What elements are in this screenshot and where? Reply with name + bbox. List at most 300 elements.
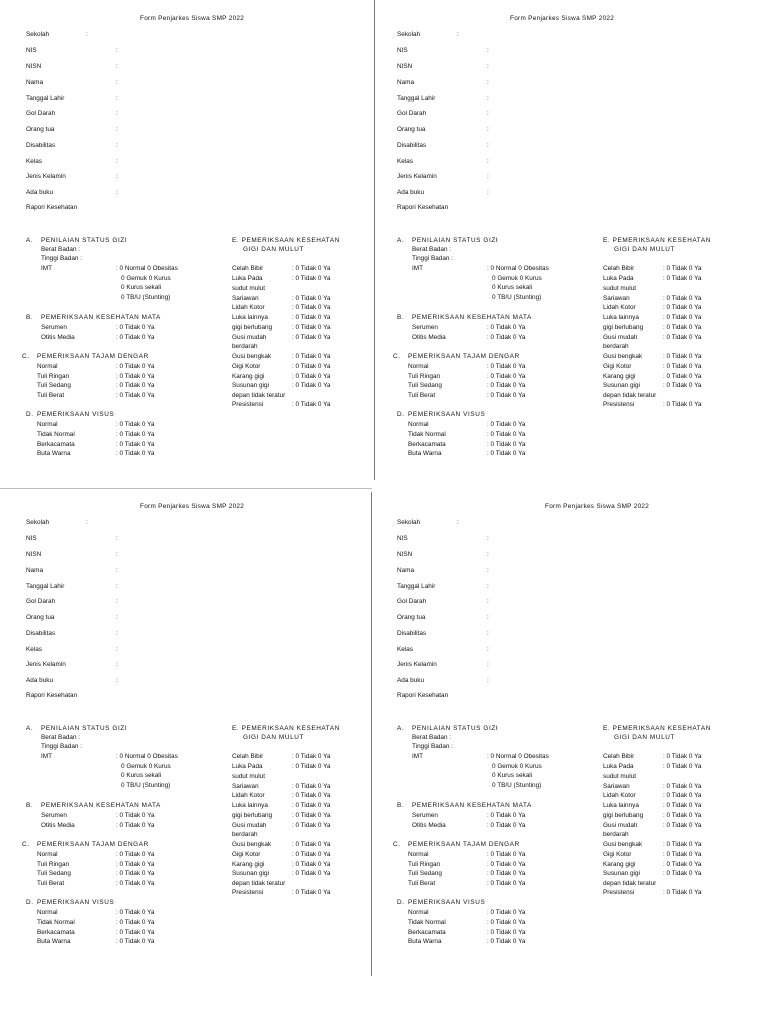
section-e-item-sudut-mulut: sudut mulut xyxy=(603,285,637,292)
label-rapor-kesehatan: Rapori Kesehatan xyxy=(26,692,78,699)
section-c-answer-normal: : 0 Tidak 0 Ya xyxy=(116,363,155,370)
section-d-item-tidak-normal: Tidak Normal xyxy=(408,919,446,926)
label-rapor-kesehatan: Rapori Kesehatan xyxy=(26,204,78,211)
section-e-answer-luka-lainnya: : 0 Tidak 0 Ya xyxy=(663,314,702,321)
section-c-letter: C. xyxy=(393,353,401,360)
section-c-answer-tuli-sedang: : 0 Tidak 0 Ya xyxy=(116,870,155,877)
label-sekolah: Sekolah xyxy=(26,31,50,38)
section-e-answer-gigi-berlubang: : 0 Tidak 0 Ya xyxy=(663,324,702,331)
section-d-answer-normal: : 0 Tidak 0 Ya xyxy=(487,909,526,916)
section-b-item-serumen: Serumen xyxy=(41,812,67,819)
section-c-answer-tuli-sedang: : 0 Tidak 0 Ya xyxy=(487,382,526,389)
section-e-answer-presistensi: : 0 Tidak 0 Ya xyxy=(292,401,331,408)
section-e-answer-celah-bibir: : 0 Tidak 0 Ya xyxy=(663,265,702,272)
section-b-item-otitis-media: Otitis Media xyxy=(41,822,75,829)
colon-ada-buku: : xyxy=(487,677,489,684)
colon-kelas: : xyxy=(487,646,489,653)
section-e-answer-luka-lainnya: : 0 Tidak 0 Ya xyxy=(663,802,702,809)
section-e-item-luka-pada: Luka Pada xyxy=(232,763,263,770)
label-nama: Nama xyxy=(397,79,415,86)
label-sekolah: Sekolah xyxy=(397,31,421,38)
section-a-tinggi-badan: Tinggi Badan : xyxy=(412,255,453,262)
section-e-item-luka-pada: Luka Pada xyxy=(603,275,634,282)
section-e-answer-susunan-gigi: : 0 Tidak 0 Ya xyxy=(663,382,702,389)
section-d-letter: D. xyxy=(26,899,34,906)
section-d-letter: D. xyxy=(397,899,405,906)
section-e-item-gigi-berlubang: gigi berlubang xyxy=(232,812,273,819)
section-a-imt-option-2: 0 Gemuk 0 Kurus xyxy=(121,275,171,282)
section-e-answer-gigi-berlubang: : 0 Tidak 0 Ya xyxy=(663,812,702,819)
section-c-item-tuli-berat: Tuli Berat xyxy=(37,880,65,887)
colon-disabilitas: : xyxy=(487,630,489,637)
section-d-item-tidak-normal: Tidak Normal xyxy=(37,919,75,926)
section-e-answer-gusi-bengkak: : 0 Tidak 0 Ya xyxy=(663,353,702,360)
section-b-item-serumen: Serumen xyxy=(412,812,438,819)
section-a-imt-option-2: 0 Gemuk 0 Kurus xyxy=(492,275,542,282)
colon-sekolah: : xyxy=(457,519,459,526)
section-e-item-karang-gigi: Karang gigi xyxy=(232,373,265,380)
section-e-item-celah-bibir: Celah Bibir xyxy=(232,753,264,760)
label-nis: NIS xyxy=(397,47,408,54)
section-e-item-presistensi: Presistensi xyxy=(232,401,264,408)
section-e-item-lidah-kotor: Lidah Kotor xyxy=(603,304,636,311)
section-a-imt-option-1: : 0 Normal 0 Obesitas xyxy=(116,265,178,272)
section-e-answer-sariawan: : 0 Tidak 0 Ya xyxy=(663,295,702,302)
section-e-subtitle: GIGI DAN MULUT xyxy=(614,246,675,253)
section-d-answer-tidak-normal: : 0 Tidak 0 Ya xyxy=(487,431,526,438)
section-c-item-tuli-berat: Tuli Berat xyxy=(37,392,65,399)
section-a-imt-option-4: 0 TB/U (Stunting) xyxy=(121,782,171,789)
section-b-answer-serumen: : 0 Tidak 0 Ya xyxy=(487,812,526,819)
section-d-item-tidak-normal: Tidak Normal xyxy=(37,431,75,438)
section-e-title: E. PEMERIKSAAN KESEHATAN xyxy=(232,237,340,244)
section-c-answer-tuli-ringan: : 0 Tidak 0 Ya xyxy=(116,861,155,868)
section-e-answer-luka-lainnya: : 0 Tidak 0 Ya xyxy=(292,314,331,321)
label-gol-darah: Gol Darah xyxy=(397,110,427,117)
section-c-answer-normal: : 0 Tidak 0 Ya xyxy=(487,851,526,858)
section-a-imt-option-3: 0 Kurus sekali xyxy=(492,284,533,291)
section-e-answer-gusi-bengkak: : 0 Tidak 0 Ya xyxy=(663,841,702,848)
section-e-answer-gusi-bengkak: : 0 Tidak 0 Ya xyxy=(292,841,331,848)
section-c-item-tuli-sedang: Tuli Sedang xyxy=(408,382,442,389)
section-e-item-luka-lainnya: Luka lainnya xyxy=(603,314,639,321)
colon-kelas: : xyxy=(487,158,489,165)
colon-tanggal-lahir: : xyxy=(487,583,489,590)
section-e-item-gusi-mudah: Gusi mudah xyxy=(232,822,267,829)
section-e-item-gigi-kotor: Gigi Kotor xyxy=(232,851,261,858)
section-e-answer-karang-gigi: : 0 Tidak 0 Ya xyxy=(292,373,331,380)
label-kelas: Kelas xyxy=(26,158,42,165)
label-nis: NIS xyxy=(26,535,37,542)
section-e-answer-sariawan: : 0 Tidak 0 Ya xyxy=(292,783,331,790)
label-disabilitas: Disabilitas xyxy=(26,630,56,637)
section-e-item-gusi-bengkak: Gusi bengkak xyxy=(603,841,643,848)
section-e-answer-lidah-kotor: : 0 Tidak 0 Ya xyxy=(663,792,702,799)
section-b-item-otitis-media: Otitis Media xyxy=(41,334,75,341)
colon-ada-buku: : xyxy=(116,189,118,196)
section-a-imt-option-1: : 0 Normal 0 Obesitas xyxy=(487,265,549,272)
colon-ada-buku: : xyxy=(487,189,489,196)
section-d-item-buta-warna: Buta Warna xyxy=(408,938,442,945)
section-d-answer-normal: : 0 Tidak 0 Ya xyxy=(116,421,155,428)
section-e-item-gigi-berlubang: gigi berlubang xyxy=(603,324,644,331)
label-nama: Nama xyxy=(26,567,44,574)
section-b-item-otitis-media: Otitis Media xyxy=(412,822,446,829)
section-b-item-serumen: Serumen xyxy=(412,324,438,331)
section-d-item-buta-warna: Buta Warna xyxy=(408,450,442,457)
section-e-item-karang-gigi: Karang gigi xyxy=(603,861,636,868)
colon-kelas: : xyxy=(116,646,118,653)
section-c-title: PEMERIKSAAN TAJAM DENGAR xyxy=(37,841,149,848)
section-a-imt-option-2: 0 Gemuk 0 Kurus xyxy=(121,763,171,770)
section-e-item-sariawan: Sariawan xyxy=(232,783,259,790)
section-d-answer-buta-warna: : 0 Tidak 0 Ya xyxy=(487,938,526,945)
section-b-answer-otitis-media: : 0 Tidak 0 Ya xyxy=(487,334,526,341)
section-d-answer-tidak-normal: : 0 Tidak 0 Ya xyxy=(116,431,155,438)
section-e-title: E. PEMERIKSAAN KESEHATAN xyxy=(603,237,711,244)
section-c-title: PEMERIKSAAN TAJAM DENGAR xyxy=(408,841,520,848)
form-top-right xyxy=(371,0,751,490)
section-e-answer-gusi-mudah: : 0 Tidak 0 Ya xyxy=(292,334,331,341)
colon-nis: : xyxy=(487,535,489,542)
label-tanggal-lahir: Tanggal Lahir xyxy=(26,95,65,102)
section-e-answer-gigi-kotor: : 0 Tidak 0 Ya xyxy=(292,363,331,370)
section-e-item-lidah-kotor: Lidah Kotor xyxy=(232,304,265,311)
label-nama: Nama xyxy=(26,79,44,86)
label-sekolah: Sekolah xyxy=(26,519,50,526)
label-jenis-kelamin: Jenis Kelamin xyxy=(397,173,437,180)
colon-gol-darah: : xyxy=(487,110,489,117)
label-jenis-kelamin: Jenis Kelamin xyxy=(397,661,437,668)
section-e-answer-presistensi: : 0 Tidak 0 Ya xyxy=(292,889,331,896)
label-ada-buku: Ada buku xyxy=(26,677,54,684)
section-b-item-serumen: Serumen xyxy=(41,324,67,331)
section-e-answer-luka-pada: : 0 Tidak 0 Ya xyxy=(663,763,702,770)
section-e-item-depan-tidak-teratur: depan tidak teratur xyxy=(603,880,657,887)
colon-nis: : xyxy=(487,47,489,54)
section-d-item-berkacamata: Berkacamata xyxy=(37,441,75,448)
section-d-item-buta-warna: Buta Warna xyxy=(37,938,71,945)
label-nisn: NISN xyxy=(397,551,413,558)
section-e-title: E. PEMERIKSAAN KESEHATAN xyxy=(603,725,711,732)
section-e-item-susunan-gigi: Susunan gigi xyxy=(603,382,640,389)
section-e-item-lidah-kotor: Lidah Kotor xyxy=(603,792,636,799)
section-d-answer-normal: : 0 Tidak 0 Ya xyxy=(487,421,526,428)
section-a-berat-badan: Berat Badan : xyxy=(41,246,81,253)
colon-nama: : xyxy=(487,567,489,574)
section-c-item-tuli-berat: Tuli Berat xyxy=(408,392,436,399)
section-e-item-susunan-gigi: Susunan gigi xyxy=(232,382,269,389)
section-d-answer-normal: : 0 Tidak 0 Ya xyxy=(116,909,155,916)
form-top-left xyxy=(0,0,380,490)
section-e-item-presistensi: Presistensi xyxy=(232,889,264,896)
label-orang-tua: Orang tua xyxy=(397,614,426,621)
section-e-answer-karang-gigi: : 0 Tidak 0 Ya xyxy=(663,373,702,380)
section-e-item-gusi-mudah: Gusi mudah xyxy=(603,334,638,341)
section-d-letter: D. xyxy=(397,411,405,418)
section-b-letter: B. xyxy=(26,314,34,321)
section-d-item-buta-warna: Buta Warna xyxy=(37,450,71,457)
colon-orang-tua: : xyxy=(487,126,489,133)
section-e-item-berdarah: berdarah xyxy=(603,831,629,838)
label-rapor-kesehatan: Rapori Kesehatan xyxy=(397,204,449,211)
label-ada-buku: Ada buku xyxy=(397,189,425,196)
colon-gol-darah: : xyxy=(116,598,118,605)
label-gol-darah: Gol Darah xyxy=(26,110,56,117)
section-e-answer-celah-bibir: : 0 Tidak 0 Ya xyxy=(292,753,331,760)
section-c-item-normal: Normal xyxy=(408,851,429,858)
section-c-answer-normal: : 0 Tidak 0 Ya xyxy=(116,851,155,858)
section-b-title: PEMERIKSAAN KESEHATAN MATA xyxy=(41,314,161,321)
section-c-answer-tuli-berat: : 0 Tidak 0 Ya xyxy=(487,880,526,887)
label-disabilitas: Disabilitas xyxy=(397,142,427,149)
section-e-answer-gusi-mudah: : 0 Tidak 0 Ya xyxy=(663,334,702,341)
section-e-item-susunan-gigi: Susunan gigi xyxy=(603,870,640,877)
section-c-item-tuli-ringan: Tuli Ringan xyxy=(408,373,441,380)
section-e-item-luka-lainnya: Luka lainnya xyxy=(232,802,268,809)
section-a-imt-label: IMT xyxy=(41,753,53,760)
section-e-item-berdarah: berdarah xyxy=(232,831,258,838)
section-e-answer-sariawan: : 0 Tidak 0 Ya xyxy=(663,783,702,790)
label-jenis-kelamin: Jenis Kelamin xyxy=(26,173,66,180)
section-a-imt-option-1: : 0 Normal 0 Obesitas xyxy=(487,753,549,760)
colon-orang-tua: : xyxy=(116,126,118,133)
section-e-item-gusi-mudah: Gusi mudah xyxy=(232,334,267,341)
label-ada-buku: Ada buku xyxy=(397,677,425,684)
section-b-title: PEMERIKSAAN KESEHATAN MATA xyxy=(412,802,532,809)
section-e-item-berdarah: berdarah xyxy=(232,343,258,350)
section-c-title: PEMERIKSAAN TAJAM DENGAR xyxy=(37,353,149,360)
section-e-answer-gigi-kotor: : 0 Tidak 0 Ya xyxy=(663,363,702,370)
colon-sekolah: : xyxy=(86,31,88,38)
form-bottom-right xyxy=(371,488,751,978)
section-c-answer-tuli-ringan: : 0 Tidak 0 Ya xyxy=(487,861,526,868)
colon-tanggal-lahir: : xyxy=(487,95,489,102)
colon-jenis-kelamin: : xyxy=(487,661,489,668)
section-e-item-depan-tidak-teratur: depan tidak teratur xyxy=(603,392,657,399)
section-e-answer-presistensi: : 0 Tidak 0 Ya xyxy=(663,889,702,896)
colon-nama: : xyxy=(116,79,118,86)
section-d-title: PEMERIKSAAN VISUS xyxy=(37,411,115,418)
section-b-item-otitis-media: Otitis Media xyxy=(412,334,446,341)
section-d-item-normal: Normal xyxy=(37,421,58,428)
section-c-letter: C. xyxy=(22,353,30,360)
section-d-letter: D. xyxy=(26,411,34,418)
form-title: Form Penjarkes Siswa SMP 2022 xyxy=(545,503,650,510)
section-a-imt-option-3: 0 Kurus sekali xyxy=(492,772,533,779)
colon-nisn: : xyxy=(116,63,118,70)
section-c-item-normal: Normal xyxy=(37,363,58,370)
label-kelas: Kelas xyxy=(26,646,42,653)
colon-gol-darah: : xyxy=(487,598,489,605)
section-b-letter: B. xyxy=(26,802,34,809)
section-e-answer-gusi-mudah: : 0 Tidak 0 Ya xyxy=(663,822,702,829)
section-d-answer-buta-warna: : 0 Tidak 0 Ya xyxy=(116,450,155,457)
section-e-answer-lidah-kotor: : 0 Tidak 0 Ya xyxy=(663,304,702,311)
section-e-item-karang-gigi: Karang gigi xyxy=(603,373,636,380)
section-a-tinggi-badan: Tinggi Badan : xyxy=(412,743,453,750)
section-e-subtitle: GIGI DAN MULUT xyxy=(614,734,675,741)
section-c-answer-tuli-ringan: : 0 Tidak 0 Ya xyxy=(487,373,526,380)
section-e-answer-gigi-kotor: : 0 Tidak 0 Ya xyxy=(663,851,702,858)
label-nisn: NISN xyxy=(26,551,42,558)
section-e-item-depan-tidak-teratur: depan tidak teratur xyxy=(232,392,286,399)
section-c-item-tuli-sedang: Tuli Sedang xyxy=(37,382,71,389)
section-e-item-luka-pada: Luka Pada xyxy=(232,275,263,282)
section-e-item-berdarah: berdarah xyxy=(603,343,629,350)
section-e-answer-luka-pada: : 0 Tidak 0 Ya xyxy=(292,763,331,770)
section-a-title: PENILAIAN STATUS GIZI xyxy=(412,725,499,732)
section-e-item-celah-bibir: Celah Bibir xyxy=(232,265,264,272)
colon-jenis-kelamin: : xyxy=(116,173,118,180)
section-a-imt-option-4: 0 TB/U (Stunting) xyxy=(492,294,542,301)
section-a-berat-badan: Berat Badan : xyxy=(412,246,452,253)
colon-disabilitas: : xyxy=(116,630,118,637)
colon-nis: : xyxy=(116,47,118,54)
section-c-item-tuli-ringan: Tuli Ringan xyxy=(37,861,70,868)
section-e-answer-karang-gigi: : 0 Tidak 0 Ya xyxy=(292,861,331,868)
section-a-imt-option-2: 0 Gemuk 0 Kurus xyxy=(492,763,542,770)
section-d-answer-berkacamata: : 0 Tidak 0 Ya xyxy=(116,441,155,448)
section-e-answer-luka-lainnya: : 0 Tidak 0 Ya xyxy=(292,802,331,809)
colon-nisn: : xyxy=(116,551,118,558)
section-d-item-berkacamata: Berkacamata xyxy=(37,929,75,936)
section-e-item-luka-pada: Luka Pada xyxy=(603,763,634,770)
section-e-answer-luka-pada: : 0 Tidak 0 Ya xyxy=(663,275,702,282)
section-b-letter: B. xyxy=(397,802,405,809)
section-b-answer-serumen: : 0 Tidak 0 Ya xyxy=(116,812,155,819)
section-a-imt-label: IMT xyxy=(41,265,53,272)
section-e-item-susunan-gigi: Susunan gigi xyxy=(232,870,269,877)
section-e-subtitle: GIGI DAN MULUT xyxy=(243,734,304,741)
section-e-answer-susunan-gigi: : 0 Tidak 0 Ya xyxy=(663,870,702,877)
label-jenis-kelamin: Jenis Kelamin xyxy=(26,661,66,668)
section-e-answer-susunan-gigi: : 0 Tidak 0 Ya xyxy=(292,382,331,389)
section-c-letter: C. xyxy=(393,841,401,848)
label-orang-tua: Orang tua xyxy=(26,126,55,133)
section-d-title: PEMERIKSAAN VISUS xyxy=(37,899,115,906)
section-a-title: PENILAIAN STATUS GIZI xyxy=(41,237,128,244)
section-e-subtitle: GIGI DAN MULUT xyxy=(243,246,304,253)
label-rapor-kesehatan: Rapori Kesehatan xyxy=(397,692,449,699)
colon-disabilitas: : xyxy=(116,142,118,149)
colon-nisn: : xyxy=(487,63,489,70)
section-a-imt-option-4: 0 TB/U (Stunting) xyxy=(121,294,171,301)
section-e-answer-luka-pada: : 0 Tidak 0 Ya xyxy=(292,275,331,282)
section-e-answer-gigi-kotor: : 0 Tidak 0 Ya xyxy=(292,851,331,858)
section-e-item-gigi-kotor: Gigi Kotor xyxy=(603,851,632,858)
section-b-answer-otitis-media: : 0 Tidak 0 Ya xyxy=(116,822,155,829)
label-tanggal-lahir: Tanggal Lahir xyxy=(397,95,436,102)
section-a-imt-option-3: 0 Kurus sekali xyxy=(121,284,162,291)
label-nisn: NISN xyxy=(26,63,42,70)
colon-sekolah: : xyxy=(86,519,88,526)
colon-ada-buku: : xyxy=(116,677,118,684)
label-gol-darah: Gol Darah xyxy=(397,598,427,605)
section-e-item-gigi-kotor: Gigi Kotor xyxy=(603,363,632,370)
section-a-imt-option-1: : 0 Normal 0 Obesitas xyxy=(116,753,178,760)
section-d-answer-tidak-normal: : 0 Tidak 0 Ya xyxy=(487,919,526,926)
section-e-item-karang-gigi: Karang gigi xyxy=(232,861,265,868)
section-c-answer-tuli-ringan: : 0 Tidak 0 Ya xyxy=(116,373,155,380)
section-a-tinggi-badan: Tinggi Badan : xyxy=(41,255,82,262)
section-b-letter: B. xyxy=(397,314,405,321)
label-orang-tua: Orang tua xyxy=(397,126,426,133)
section-e-item-sariawan: Sariawan xyxy=(603,295,630,302)
form-title: Form Penjarkes Siswa SMP 2022 xyxy=(140,503,245,510)
section-a-imt-label: IMT xyxy=(412,265,424,272)
section-c-answer-normal: : 0 Tidak 0 Ya xyxy=(487,363,526,370)
section-e-item-gusi-mudah: Gusi mudah xyxy=(603,822,638,829)
form-bottom-left xyxy=(0,488,380,978)
label-nisn: NISN xyxy=(397,63,413,70)
section-e-item-presistensi: Presistensi xyxy=(603,401,635,408)
section-d-title: PEMERIKSAAN VISUS xyxy=(408,411,486,418)
section-e-item-gigi-berlubang: gigi berlubang xyxy=(603,812,644,819)
label-sekolah: Sekolah xyxy=(397,519,421,526)
section-b-answer-serumen: : 0 Tidak 0 Ya xyxy=(487,324,526,331)
section-e-answer-gigi-berlubang: : 0 Tidak 0 Ya xyxy=(292,324,331,331)
label-gol-darah: Gol Darah xyxy=(26,598,56,605)
label-ada-buku: Ada buku xyxy=(26,189,54,196)
section-a-tinggi-badan: Tinggi Badan : xyxy=(41,743,82,750)
section-c-item-tuli-ringan: Tuli Ringan xyxy=(37,373,70,380)
section-e-answer-gusi-mudah: : 0 Tidak 0 Ya xyxy=(292,822,331,829)
section-c-item-normal: Normal xyxy=(408,363,429,370)
colon-gol-darah: : xyxy=(116,110,118,117)
section-d-item-normal: Normal xyxy=(408,421,429,428)
label-kelas: Kelas xyxy=(397,158,413,165)
section-e-item-gigi-berlubang: gigi berlubang xyxy=(232,324,273,331)
section-a-berat-badan: Berat Badan : xyxy=(412,734,452,741)
colon-jenis-kelamin: : xyxy=(487,173,489,180)
section-c-answer-tuli-berat: : 0 Tidak 0 Ya xyxy=(116,880,155,887)
label-nama: Nama xyxy=(397,567,415,574)
section-b-title: PEMERIKSAAN KESEHATAN MATA xyxy=(412,314,532,321)
section-e-item-gigi-kotor: Gigi Kotor xyxy=(232,363,261,370)
section-e-item-gusi-bengkak: Gusi bengkak xyxy=(603,353,643,360)
section-a-letter: A. xyxy=(397,725,405,732)
label-kelas: Kelas xyxy=(397,646,413,653)
section-d-title: PEMERIKSAAN VISUS xyxy=(408,899,486,906)
section-a-imt-option-3: 0 Kurus sekali xyxy=(121,772,162,779)
label-nis: NIS xyxy=(26,47,37,54)
section-e-answer-gusi-bengkak: : 0 Tidak 0 Ya xyxy=(292,353,331,360)
colon-disabilitas: : xyxy=(487,142,489,149)
section-e-item-sudut-mulut: sudut mulut xyxy=(232,773,266,780)
label-orang-tua: Orang tua xyxy=(26,614,55,621)
section-e-answer-presistensi: : 0 Tidak 0 Ya xyxy=(663,401,702,408)
section-d-item-berkacamata: Berkacamata xyxy=(408,929,446,936)
section-d-answer-buta-warna: : 0 Tidak 0 Ya xyxy=(116,938,155,945)
section-e-item-depan-tidak-teratur: depan tidak teratur xyxy=(232,880,286,887)
section-e-answer-sariawan: : 0 Tidak 0 Ya xyxy=(292,295,331,302)
section-e-item-lidah-kotor: Lidah Kotor xyxy=(232,792,265,799)
section-e-item-luka-lainnya: Luka lainnya xyxy=(603,802,639,809)
colon-orang-tua: : xyxy=(487,614,489,621)
colon-nisn: : xyxy=(487,551,489,558)
section-d-item-berkacamata: Berkacamata xyxy=(408,441,446,448)
section-c-item-tuli-berat: Tuli Berat xyxy=(408,880,436,887)
section-e-answer-lidah-kotor: : 0 Tidak 0 Ya xyxy=(292,304,331,311)
section-c-answer-tuli-sedang: : 0 Tidak 0 Ya xyxy=(487,870,526,877)
colon-jenis-kelamin: : xyxy=(116,661,118,668)
section-d-answer-berkacamata: : 0 Tidak 0 Ya xyxy=(487,929,526,936)
section-e-item-celah-bibir: Celah Bibir xyxy=(603,753,635,760)
section-e-item-gusi-bengkak: Gusi bengkak xyxy=(232,353,272,360)
colon-nama: : xyxy=(487,79,489,86)
colon-tanggal-lahir: : xyxy=(116,583,118,590)
